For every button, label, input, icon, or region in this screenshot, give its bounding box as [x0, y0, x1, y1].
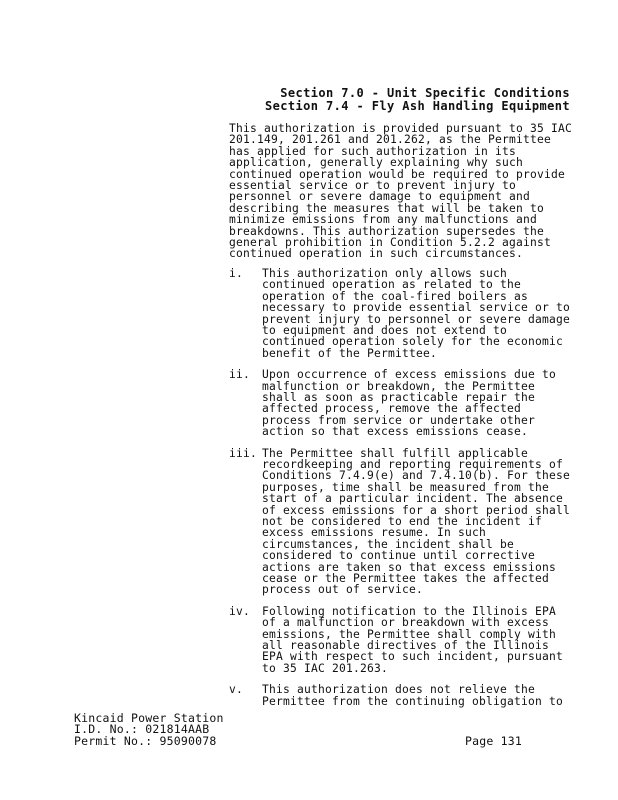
- list-item-marker: v.: [229, 683, 244, 697]
- permit-number: Permit No.: 95090078: [74, 733, 217, 748]
- page-number: Page 131: [465, 734, 522, 748]
- footer-facility-info: [74, 713, 224, 747]
- section-title-fly-ash: Section 7.4 - Fly Ash Handling Equipment: [265, 99, 570, 113]
- list-item: [229, 684, 574, 707]
- list-item-text: This authorization does not relieve the Permittee from the continuing obligation to: [262, 683, 564, 708]
- list-item-marker: iv.: [229, 604, 251, 618]
- list-item: [229, 606, 574, 674]
- list-item: [229, 268, 574, 359]
- list-item-text: This authorization only allows such continued operation as related to the operation of the coal-fired boilers as necessary to provide essential service or to prevent injury to personnel or severe damage to equipment and does not extend to continued operation solely for the economic benefit of the Permittee.: [262, 266, 571, 360]
- id-number: I.D. No.: 021814AAB: [74, 722, 210, 737]
- list-item-text: The Permittee shall fulfill applicable recordkeeping and reporting requirements of Conditions 7.4.9(e) and 7.4.10(b). For these purposes, time shall be measured from the start of a particular incident. The absence of excess emissions for a short period shall not be considered to end the incident if excess emissions resume. In such circumstances, the incident shall be considered to continue until corrective actions are taken so that excess emissions cease or the Permittee takes the affected process out of service.: [262, 446, 571, 597]
- list-item: [229, 448, 574, 596]
- list-item-marker: ii.: [229, 368, 251, 382]
- list-item-text: Upon occurrence of excess emissions due to malfunction or breakdown, the Permittee shall as soon as practicable repair the affected process, remove the affected process from service or undertake other action so that excess emissions cease.: [262, 368, 557, 439]
- section-header: [265, 87, 570, 113]
- section-title-unit-specific: Section 7.0 - Unit Specific Conditions: [280, 86, 570, 100]
- condition-list: [229, 268, 574, 707]
- list-item-marker: iii.: [229, 446, 258, 460]
- intro-paragraph: This authorization is provided pursuant to 35 IAC 201.149, 201.261 and 201.262, as the Permittee has applied for such authorization in its application, generally explaining why such continued operation would be required to provide essential service or to prevent injury to personnel or severe damage to equipment and describing the measures that will be taken to minimize emissions from any malfunctions and breakdowns. This authorization supersedes the general prohibition in Condition 5.2.2 against continued operation in such circumstances.: [229, 122, 573, 261]
- document-body: [229, 123, 574, 717]
- facility-name: Kincaid Power Station: [74, 711, 224, 725]
- list-item-text: Following notification to the Illinois EPA of a malfunction or breakdown with excess emissions, the Permittee shall comply with all reasonable directives of the Illinois EPA with respect to such incident, pursuant to 35 IAC 201.263.: [262, 604, 564, 675]
- list-item: [229, 369, 574, 437]
- list-item-marker: i.: [229, 266, 244, 280]
